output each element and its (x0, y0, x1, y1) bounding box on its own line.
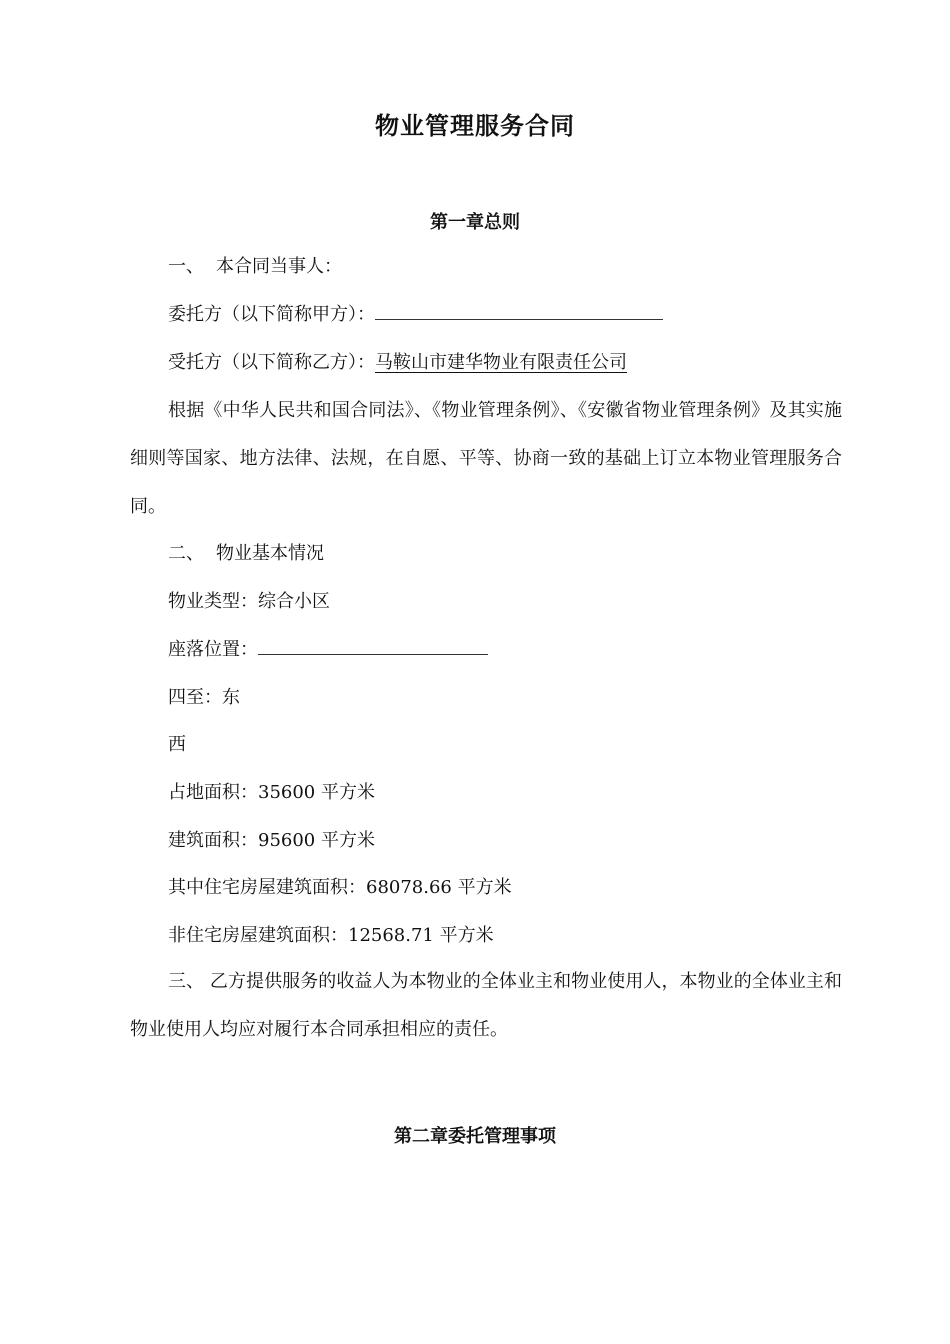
legal-basis-paragraph: 根据《中华人民共和国合同法》、《物业管理条例》、《安徽省物业管理条例》及其实施细则等国家、地方法律、法规，在自愿、平等、协商一致的基础上订立本物业管理服务合同。 (130, 400, 842, 517)
document-title: 物业管理服务合同 (375, 112, 575, 140)
land-area-line: 占地面积：35600 平方米 (168, 782, 375, 803)
party-b-name: 马鞍山市建华物业有限责任公司 (375, 352, 627, 373)
section-1-heading (168, 255, 342, 279)
section-2-text: 物业基本情况 (216, 543, 324, 564)
building-area-line: 建筑面积：95600 平方米 (168, 830, 375, 851)
party-b-label: 受托方（以下简称乙方）： (168, 352, 375, 373)
location-line (168, 638, 488, 662)
location-blank[interactable] (258, 638, 488, 655)
boundaries-line: 四至：东 (168, 687, 240, 708)
chapter-2-heading: 第二章委托管理事项 (394, 1126, 556, 1147)
property-type-line: 物业类型：综合小区 (168, 591, 330, 612)
west-line: 西 (168, 734, 186, 755)
party-a-blank[interactable] (375, 303, 663, 320)
residential-area-line: 其中住宅房屋建筑面积：68078.66 平方米 (168, 877, 512, 898)
section-2-heading (168, 542, 324, 566)
party-a-line (168, 303, 663, 327)
non-residential-area-line: 非住宅房屋建筑面积：12568.71 平方米 (168, 925, 494, 946)
location-label: 座落位置： (168, 639, 258, 660)
section-1-number: 一、 (168, 256, 204, 277)
party-b-line (168, 351, 627, 375)
section-1-text: 本合同当事人： (216, 256, 342, 277)
section-2-number: 二、 (168, 543, 204, 564)
section-3-paragraph: 三、 乙方提供服务的收益人为本物业的全体业主和物业使用人，本物业的全体业主和物业使用人均应对履行本合同承担相应的责任。 (130, 971, 842, 1040)
party-a-label: 委托方（以下简称甲方）： (168, 304, 375, 325)
chapter-1-heading: 第一章总则 (430, 212, 520, 233)
